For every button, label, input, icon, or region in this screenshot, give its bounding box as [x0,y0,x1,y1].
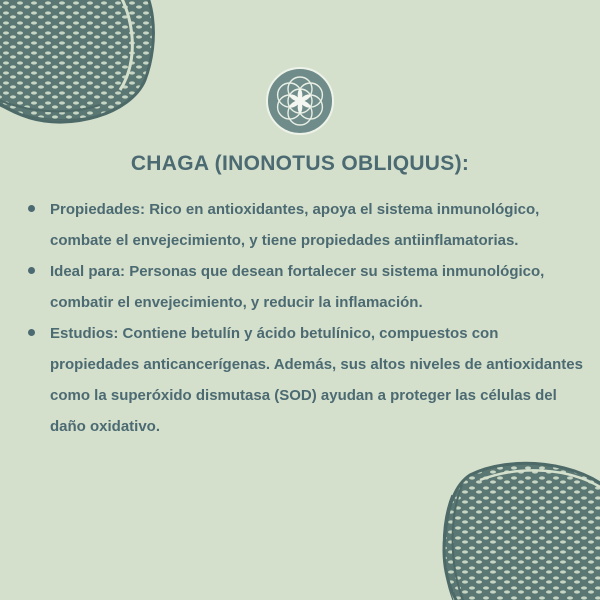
mushroom-illustration-icon [0,0,160,130]
list-item-text: Ideal para: Personas que desean fortalecer su sistema inmunológico, combatir el envejecimiento, y reducir la inflamación. [50,263,545,311]
list-item [28,256,588,318]
properties-list [28,194,588,442]
list-item [28,194,588,256]
list-item [28,318,588,442]
list-item-text: Propiedades: Rico en antioxidantes, apoya el sistema inmunológico, combate el envejecimiento, y tiene propiedades antiinflamatorias. [50,201,540,249]
mushroom-illustration-icon [440,455,600,600]
flower-of-life-icon [265,66,335,136]
page-title: CHAGA (INONOTUS OBLIQUUS): [130,152,470,175]
bullet-icon [28,205,35,212]
list-item-text: Estudios: Contiene betulín y ácido betulínico, compuestos con propiedades anticancerígenas. Además, sus altos niveles de antioxidantes como la superóxido dismutasa (SOD) ayudan a proteger las células del daño oxidativo. [50,325,583,435]
bullet-icon [28,267,35,274]
bullet-icon [28,329,35,336]
